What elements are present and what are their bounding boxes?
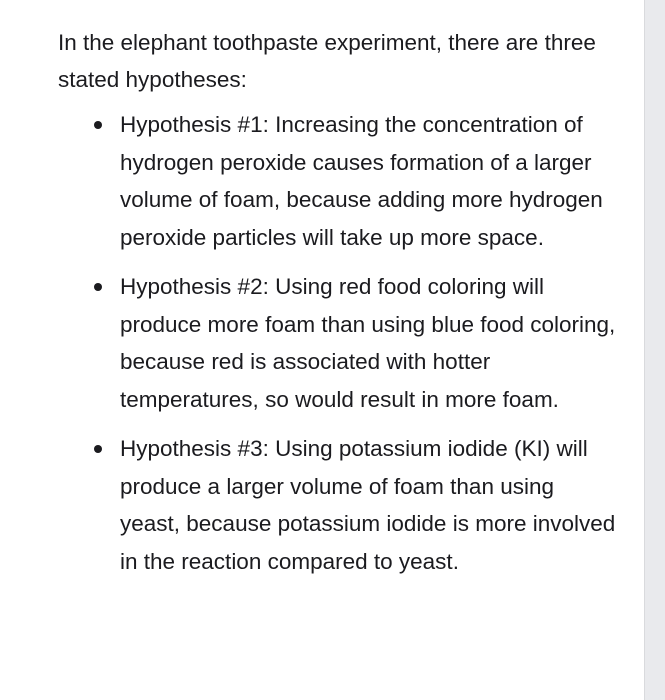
hypothesis-3-text: Hypothesis #3: Using potassium iodide (KI) will produce a larger volume of foam than using yeast, because potassium iodide is more involved in the reaction compared to yeast. [120,436,616,574]
list-item-hypothesis-3 [58,430,618,580]
hypothesis-2-text: Hypothesis #2: Using red food coloring will produce more foam than using blue food coloring, because red is associated with hotter temperatures, so would result in more foam. [120,274,616,412]
bullet-icon [94,445,102,453]
intro-paragraph: In the elephant toothpaste experiment, there are three stated hypotheses: [58,30,596,92]
list-item-hypothesis-2 [58,268,618,418]
hypothesis-1-text: Hypothesis #1: Increasing the concentration of hydrogen peroxide causes formation of a larger volume of foam, because adding more hydrogen peroxide particles will take up more space. [120,112,603,250]
document-body [58,24,618,592]
hypothesis-list [58,106,618,580]
bullet-icon [94,121,102,129]
bullet-icon [94,283,102,291]
list-item-hypothesis-1 [58,106,618,256]
